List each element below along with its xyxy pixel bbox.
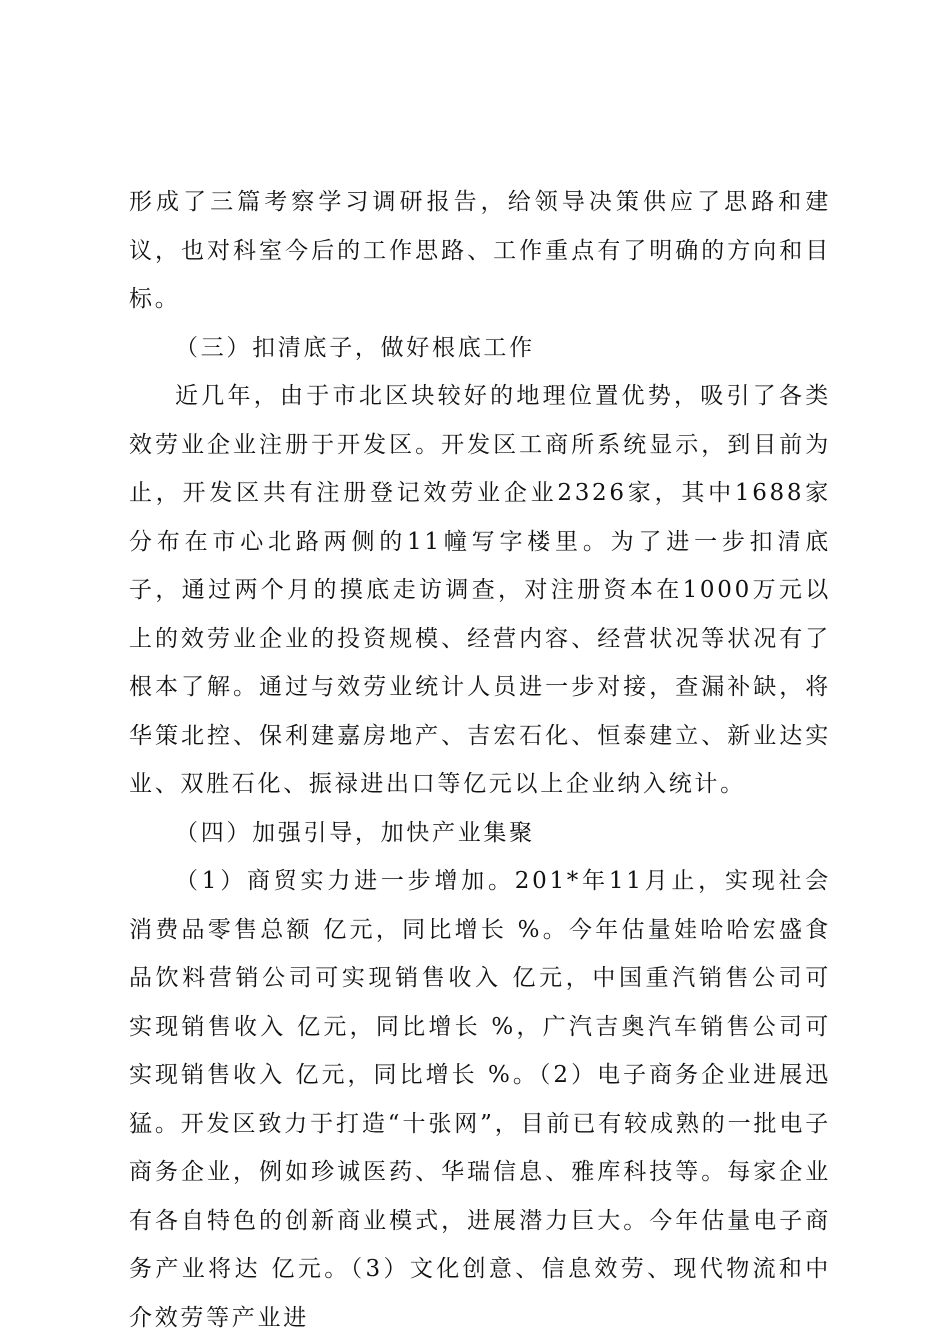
paragraph-survey: 近几年，由于市北区块较好的地理位置优势，吸引了各类效劳业企业注册于开发区。开发区工商所系统显示，到目前为止，开发区共有注册登记效劳业企业2326家，其中1688家分布在市心北路两侧的11幢写字楼里。为了进一步扣清底子，通过两个月的摸底走访调查，对注册资本在1000万元以上的效劳业企业的投资规模、经营内容、经营状况等状况有了根本了解。通过与效劳业统计人员进一步对接，查漏补缺，将华策北控、保利建嘉房地产、吉宏石化、恒泰建立、新业达实业、双胜石化、振禄进出口等亿元以上企业纳入统计。 [129, 383, 831, 797]
paragraph-industry: （1）商贸实力进一步增加。201*年11月止，实现社会消费品零售总额 亿元，同比增长 %。今年估量娃哈哈宏盛食品饮料营销公司可实现销售收入 亿元，中国重汽销售公司可实现销售收入 亿元，同比增长 %，广汽吉奥汽车销售公司可实现销售收入 亿元，同比增长 %。（2）电子商务企业进展迅猛。开发区致力于打造“十张网”，目前已有较成熟的一批电子商务企业，例如珍诚医药、华瑞信息、雅库科技等。每家企业有各自特色的创新商业模式，进展潜力巨大。今年估量电子商务产业将达 亿元。（3）文化创意、信息效劳、现代物流和中介效劳等产业进 [129, 868, 831, 1331]
section-heading-4: （四）加强引导，加快产业集聚 [175, 819, 535, 846]
section-heading-3: （三）扣清底子，做好根底工作 [175, 334, 535, 361]
document-body [129, 178, 831, 1342]
paragraph-continuation: 形成了三篇考察学习调研报告，给领导决策供应了思路和建议，也对科室今后的工作思路、工作重点有了明确的方向和目标。 [129, 189, 831, 312]
